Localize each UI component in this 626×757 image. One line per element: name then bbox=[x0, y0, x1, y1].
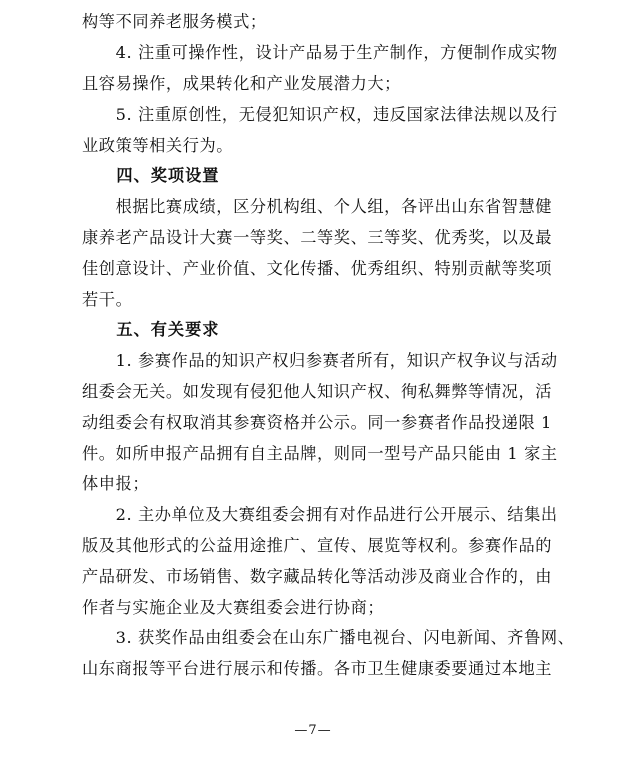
page-number: —7— bbox=[294, 723, 332, 738]
text-line: 山东商报等平台进行展示和传播。各市卫生健康委要通过本地主 bbox=[82, 659, 553, 678]
text-line: 且容易操作，成果转化和产业发展潜力大； bbox=[82, 74, 401, 93]
text-line: 业政策等相关行为。 bbox=[82, 136, 234, 155]
text-line: 康养老产品设计大赛一等奖、二等奖、三等奖、优秀奖，以及最 bbox=[82, 228, 553, 247]
section-heading-awards: 四、奖项设置 bbox=[82, 166, 220, 185]
text-line: 根据比赛成绩，区分机构组、个人组，各评出山东省智慧健 bbox=[82, 197, 553, 216]
text-line: 佳创意设计、产业价值、文化传播、优秀组织、特别贡献等奖项 bbox=[82, 259, 553, 278]
text-line: 若干。 bbox=[82, 290, 133, 309]
text-line: 版及其他形式的公益用途推广、宣传、展览等权利。参赛作品的 bbox=[82, 536, 553, 555]
text-line: 产品研发、市场销售、数字藏品转化等活动涉及商业合作的，由 bbox=[82, 567, 553, 586]
text-line: 动组委会有权取消其参赛资格并公示。同一参赛者作品投递限 1 bbox=[82, 413, 552, 432]
text-line: 5. 注重原创性，无侵犯知识产权，违反国家法律法规以及行 bbox=[82, 105, 558, 124]
text-line: 构等不同养老服务模式； bbox=[82, 12, 267, 31]
section-heading-requirements: 五、有关要求 bbox=[82, 320, 220, 339]
text-line: 4. 注重可操作性，设计产品易于生产制作，方便制作成实物 bbox=[82, 43, 558, 62]
text-line: 作者与实施企业及大赛组委会进行协商； bbox=[82, 598, 385, 617]
text-line: 1. 参赛作品的知识产权归参赛者所有，知识产权争议与活动 bbox=[82, 351, 558, 370]
text-line: 组委会无关。如发现有侵犯他人知识产权、徇私舞弊等情况，活 bbox=[82, 382, 553, 401]
text-line: 3. 获奖作品由组委会在山东广播电视台、闪电新闻、齐鲁网、 bbox=[82, 628, 575, 647]
text-line: 2. 主办单位及大赛组委会拥有对作品进行公开展示、结集出 bbox=[82, 505, 558, 524]
text-line: 体申报； bbox=[82, 474, 150, 493]
text-line: 件。如所申报产品拥有自主品牌，则同一型号产品只能由 1 家主 bbox=[82, 444, 558, 463]
